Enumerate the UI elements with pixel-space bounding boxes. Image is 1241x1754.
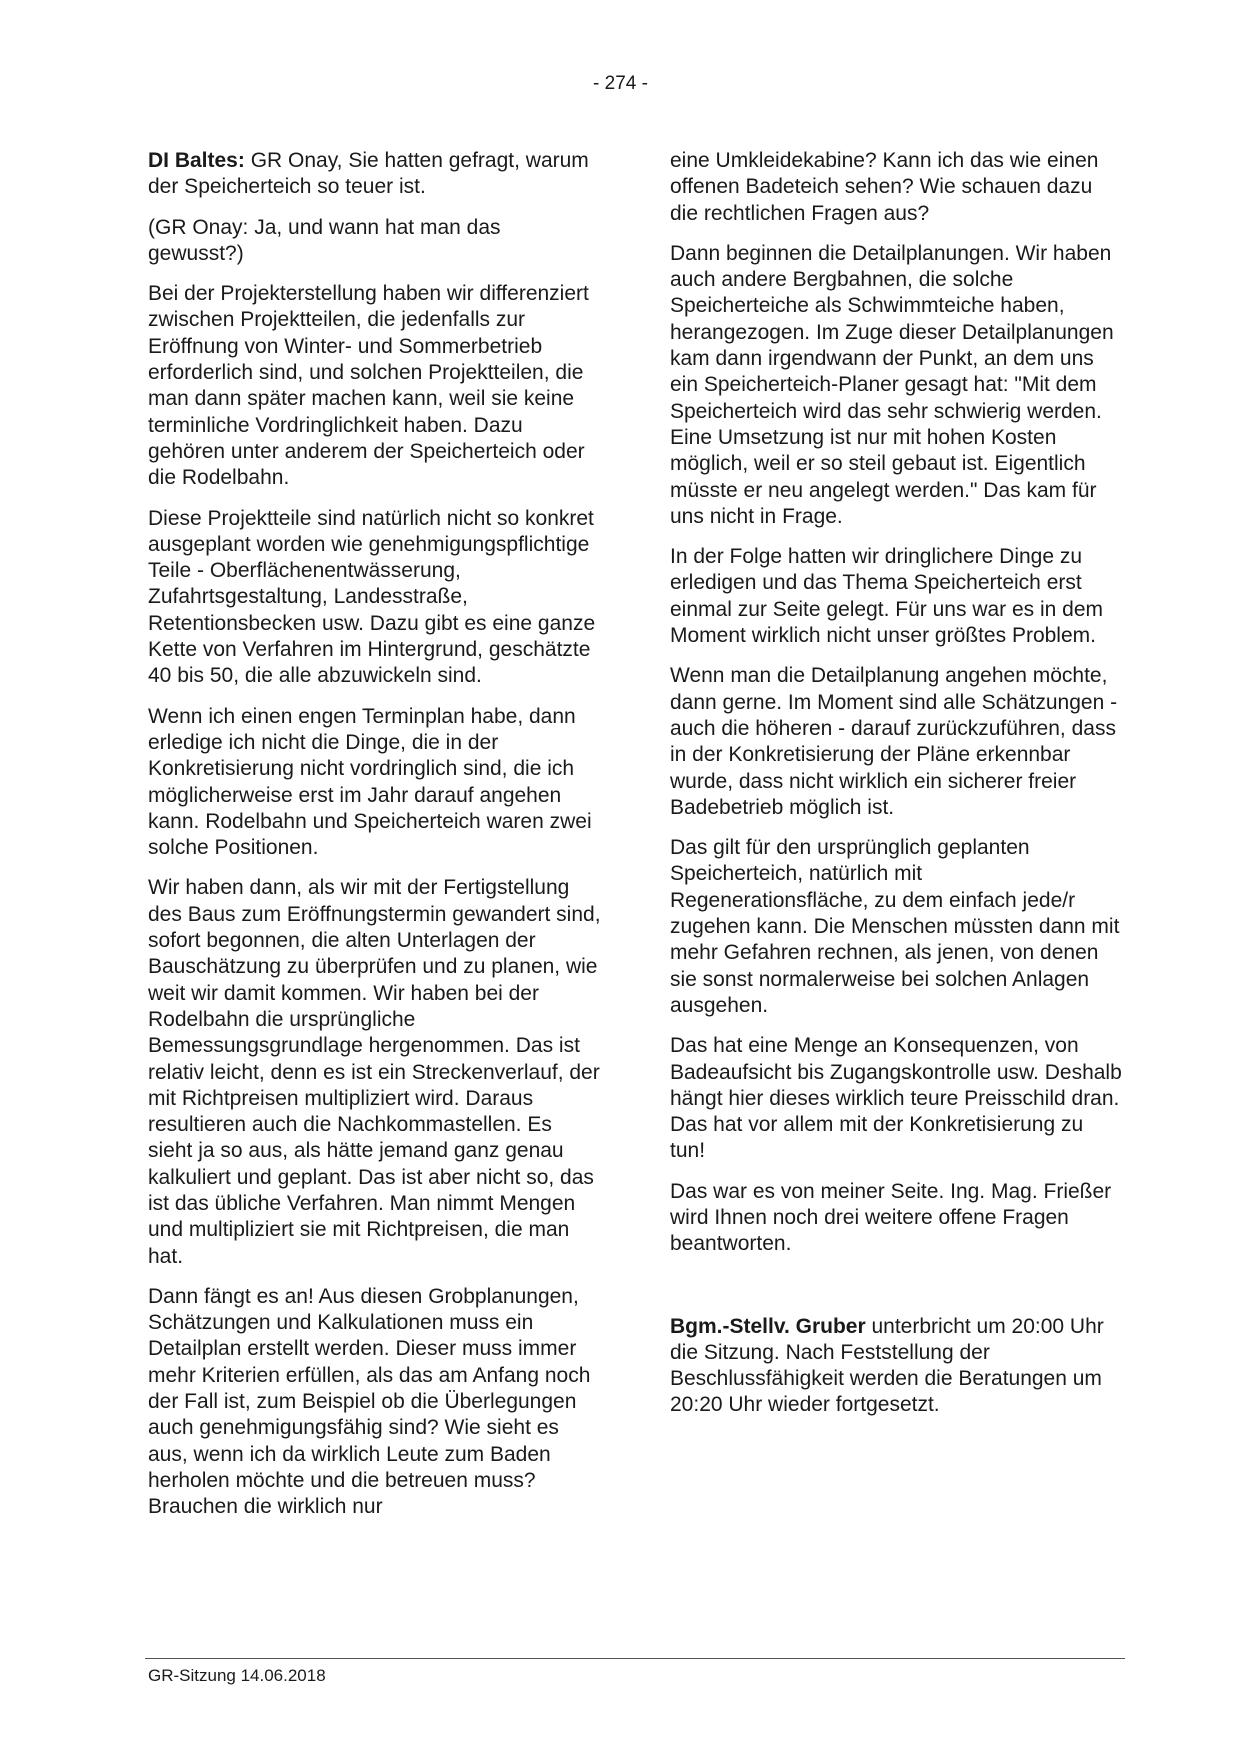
paragraph-text: GR Onay, Sie hatten gefragt, warum der Speicherteich so teuer ist. (148, 149, 589, 199)
paragraph: Das hat eine Menge an Konsequenzen, von Badeaufsicht bis Zugangskontrolle usw. Deshalb hängt hier dieses wirklich teure Preisschild dran. Das hat vor allem mit der Konkretisierung zu tun! (670, 1034, 1122, 1163)
paragraph: eine Umkleidekabine? Kann ich das wie einen offenen Badeteich sehen? Wie schauen dazu die rechtlichen Fragen aus? (670, 149, 1099, 225)
paragraph: Wir haben dann, als wir mit der Fertigstellung des Baus zum Eröffnungstermin gewandert sind, sofort begonnen, die alten Unterlagen der Bauschätzung zu überprüfen und zu planen, wie weit wir damit kommen. Wir haben bei der Rodelbahn die ursprüngliche Bemessungsgrundlage hergenommen. Das ist relativ leicht, denn es ist ein Streckenverlauf, der mit Richtpreisen multipliziert wird. Daraus resultieren auch die Nachkommastellen. Es sieht ja so aus, als hätte jemand ganz genau kalkuliert und geplant. Das ist aber nicht so, das ist das übliche Verfahren. Man nimmt Mengen und multipliziert sie mit Richtpreisen, die man hat. (148, 876, 601, 1268)
footer-divider (145, 1658, 1125, 1659)
paragraph: Das gilt für den ursprünglich geplanten Speicherteich, natürlich mit Regenerationsfläche, zu dem einfach jede/r zugehen kann. Die Menschen müssten dann mit mehr Gefahren rechnen, als jenen, von denen sie sonst normalerweise bei solchen Anlagen ausgehen. (670, 836, 1120, 1017)
paragraph: Dann beginnen die Detailplanungen. Wir haben auch andere Bergbahnen, die solche Speicherteiche als Schwimmteiche haben, herangezogen. Im Zuge dieser Detailplanungen kam dann irgendwann der Punkt, an dem uns ein Speicherteich-Planer gesagt hat: "Mit dem Speicherteich wird das sehr schwierig werden. Eine Umsetzung ist nur mit hohen Kosten möglich, weil er so steil gebaut ist. Eigentlich müsste er neu angelegt werden." Das kam für uns nicht in Frage. (670, 241, 1114, 528)
paragraph: Wenn man die Detailplanung angehen möchte, dann gerne. Im Moment sind alle Schätzungen - auch die höheren - darauf zurückzuführen, dass in der Konkretisierung der Pläne erkennbar wurde, dass nicht wirklich ein sicherer freier Badebetrieb möglich ist. (670, 664, 1118, 819)
speaker-name: DI Baltes: (148, 149, 245, 172)
spacer (670, 1272, 1124, 1314)
right-column (670, 148, 1124, 1433)
page-number: - 274 - (593, 73, 648, 94)
left-column (148, 148, 602, 1535)
speaker-name: Bgm.-Stellv. Gruber (670, 1314, 866, 1338)
paragraph (670, 1314, 1124, 1419)
paragraph: Wenn ich einen engen Terminplan habe, dann erledige ich nicht die Dinge, die in der Konkretisierung nicht vordringlich sind, die ich möglicherweise erst im Jahr darauf angehen kann. Rodelbahn und Speicherteich waren zwei solche Positionen. (148, 704, 592, 860)
paragraph: Diese Projektteile sind natürlich nicht so konkret ausgeplant worden wie genehmigungspflichtige Teile - Oberflächenentwässerung, Zufahrtsgestaltung, Landesstraße, Retentionsbecken usw. Dazu gibt es eine ganze Kette von Verfahren im Hintergrund, geschätzte 40 bis 50, die alle abzuwickeln sind. (148, 506, 596, 688)
paragraph: Dann fängt es an! Aus diesen Grobplanungen, Schätzungen und Kalkulationen muss ein Detailplan erstellt werden. Dieser muss immer mehr Kriterien erfüllen, als das am Anfang noch der Fall ist, zum Beispiel ob die Überlegungen auch genehmigungsfähig sind? Wie sieht es aus, wenn ich da wirklich Leute zum Baden herholen möchte und die betreuen muss? Brauchen die wirklich nur (148, 1284, 591, 1519)
footer-text: GR-Sitzung 14.06.2018 (148, 1666, 326, 1685)
paragraph: (GR Onay: Ja, und wann hat man das gewusst?) (148, 215, 501, 265)
paragraph (148, 148, 602, 201)
paragraph: Das war es von meiner Seite. Ing. Mag. Frießer wird Ihnen noch drei weitere offene Fragen beantworten. (670, 1179, 1112, 1256)
paragraph: Bei der Projekterstellung haben wir differenziert zwischen Projektteilen, die jedenfalls zur Eröffnung von Winter- und Sommerbetrieb erforderlich sind, und solchen Projektteilen, die man dann später machen kann, weil sie keine terminliche Vordringlichkeit haben. Dazu gehören unter anderem der Speicherteich oder die Rodelbahn. (148, 282, 589, 490)
paragraph: In der Folge hatten wir dringlichere Dinge zu erledigen und das Thema Speicherteich erst einmal zur Seite gelegt. Für uns war es in dem Moment wirklich nicht unser größtes Problem. (670, 545, 1104, 648)
paragraph-text: unterbricht um 20:00 Uhr die Sitzung. Nach Feststellung der Beschlussfähigkeit werden die Beratungen um 20:20 Uhr wieder fortgesetzt. (670, 1314, 1104, 1417)
